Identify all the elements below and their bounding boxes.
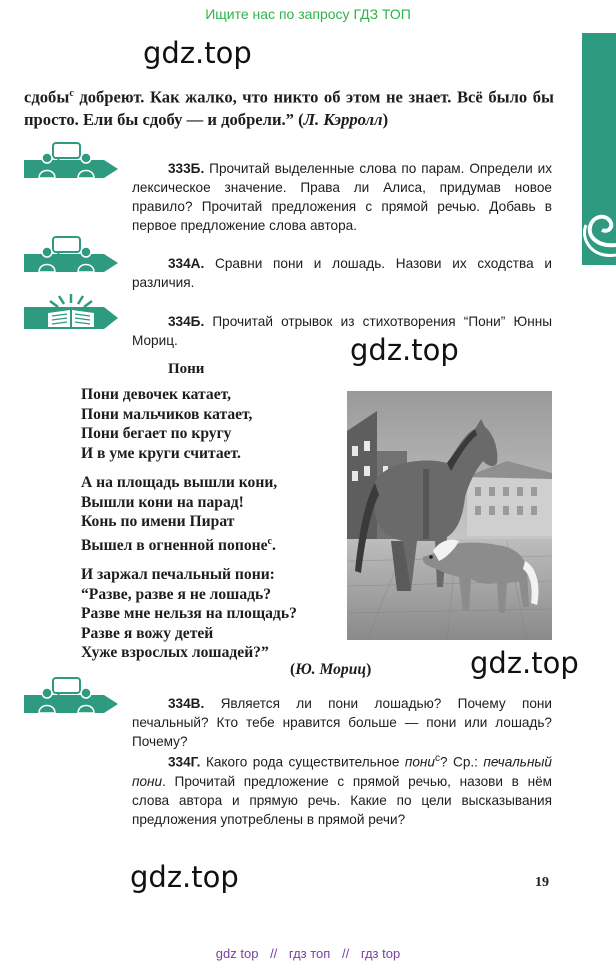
pair-talk-icon <box>24 236 118 276</box>
watermark: gdz.top <box>350 333 459 367</box>
swirl-icon <box>582 33 616 265</box>
top-banner: Ищите нас по запросу ГДЗ ТОП <box>205 6 411 22</box>
task-334b: 334Б. Прочитай отрывок из стихотворения “Пони” Юнны Мориц. <box>132 314 552 348</box>
poem-author: (Ю. Мориц) <box>290 661 372 678</box>
watermark: gdz.top <box>143 36 252 70</box>
task-333b: 333Б. Прочитай выделенные слова по парам. Определи их лексическое значение. Права ли Алиса, придумав новое правило? Прочитай предложения с прямой речью. Добавь в первое предложение слова автора. <box>132 161 552 233</box>
footer-separator: // <box>341 946 350 961</box>
footer-separator: // <box>270 946 278 961</box>
pair-talk-icon <box>24 142 118 182</box>
watermark: gdz.top <box>470 646 579 680</box>
poem-title: Пони <box>168 361 205 377</box>
task-334a: 334А. Сравни пони и лошадь. Назови их сходства и различия. <box>132 256 552 290</box>
side-tab <box>582 33 616 265</box>
intro-quote: сдобы$^с$ добреют. Как жалко, что никто об этом не знает. Всё было бы просто. Ели бы сдобу — и добрели.” (Л. Кэрролл) <box>24 87 554 129</box>
footer-link[interactable]: гдз топ <box>288 946 331 961</box>
task-334g: 334Г. Какого рода существительное пони$^с$? Ср.: печальный пони. Прочитай предложение с прямой речью, назови в нём слова автора и прямую речь. Какие по цели высказывания предложения употреблены в прямой речи? <box>132 753 552 827</box>
horse-and-pony-illustration <box>347 391 552 640</box>
poem-stanza: И заржал печальный пони: “Разве, разве я не лошадь? Разве мне нельзя на площадь? Разве я вожу детей Хуже взрослых лошадей?” <box>81 566 297 662</box>
footer-link[interactable]: гдз top <box>360 946 401 961</box>
pair-talk-icon <box>24 677 118 717</box>
task-334v: 334В. Является ли пони лошадью? Почему пони печальный? Кто тебе нравится больше — пони или лошадь? Почему? <box>132 696 552 749</box>
poem <box>81 385 297 673</box>
watermark: gdz.top <box>130 860 239 894</box>
poem-stanza: А на площадь вышли кони, Вышли кони на парад! Конь по имени Пират Вышел в огненной попоне$^с$. <box>81 474 278 554</box>
footer <box>0 946 616 961</box>
poem-stanza: Пони девочек катает, Пони мальчиков катает, Пони бегает по кругу И в уме круги считает. <box>81 386 253 462</box>
footer-link[interactable]: gdz top <box>215 946 259 961</box>
page-number: 19 <box>535 875 549 890</box>
open-book-icon <box>24 293 118 333</box>
